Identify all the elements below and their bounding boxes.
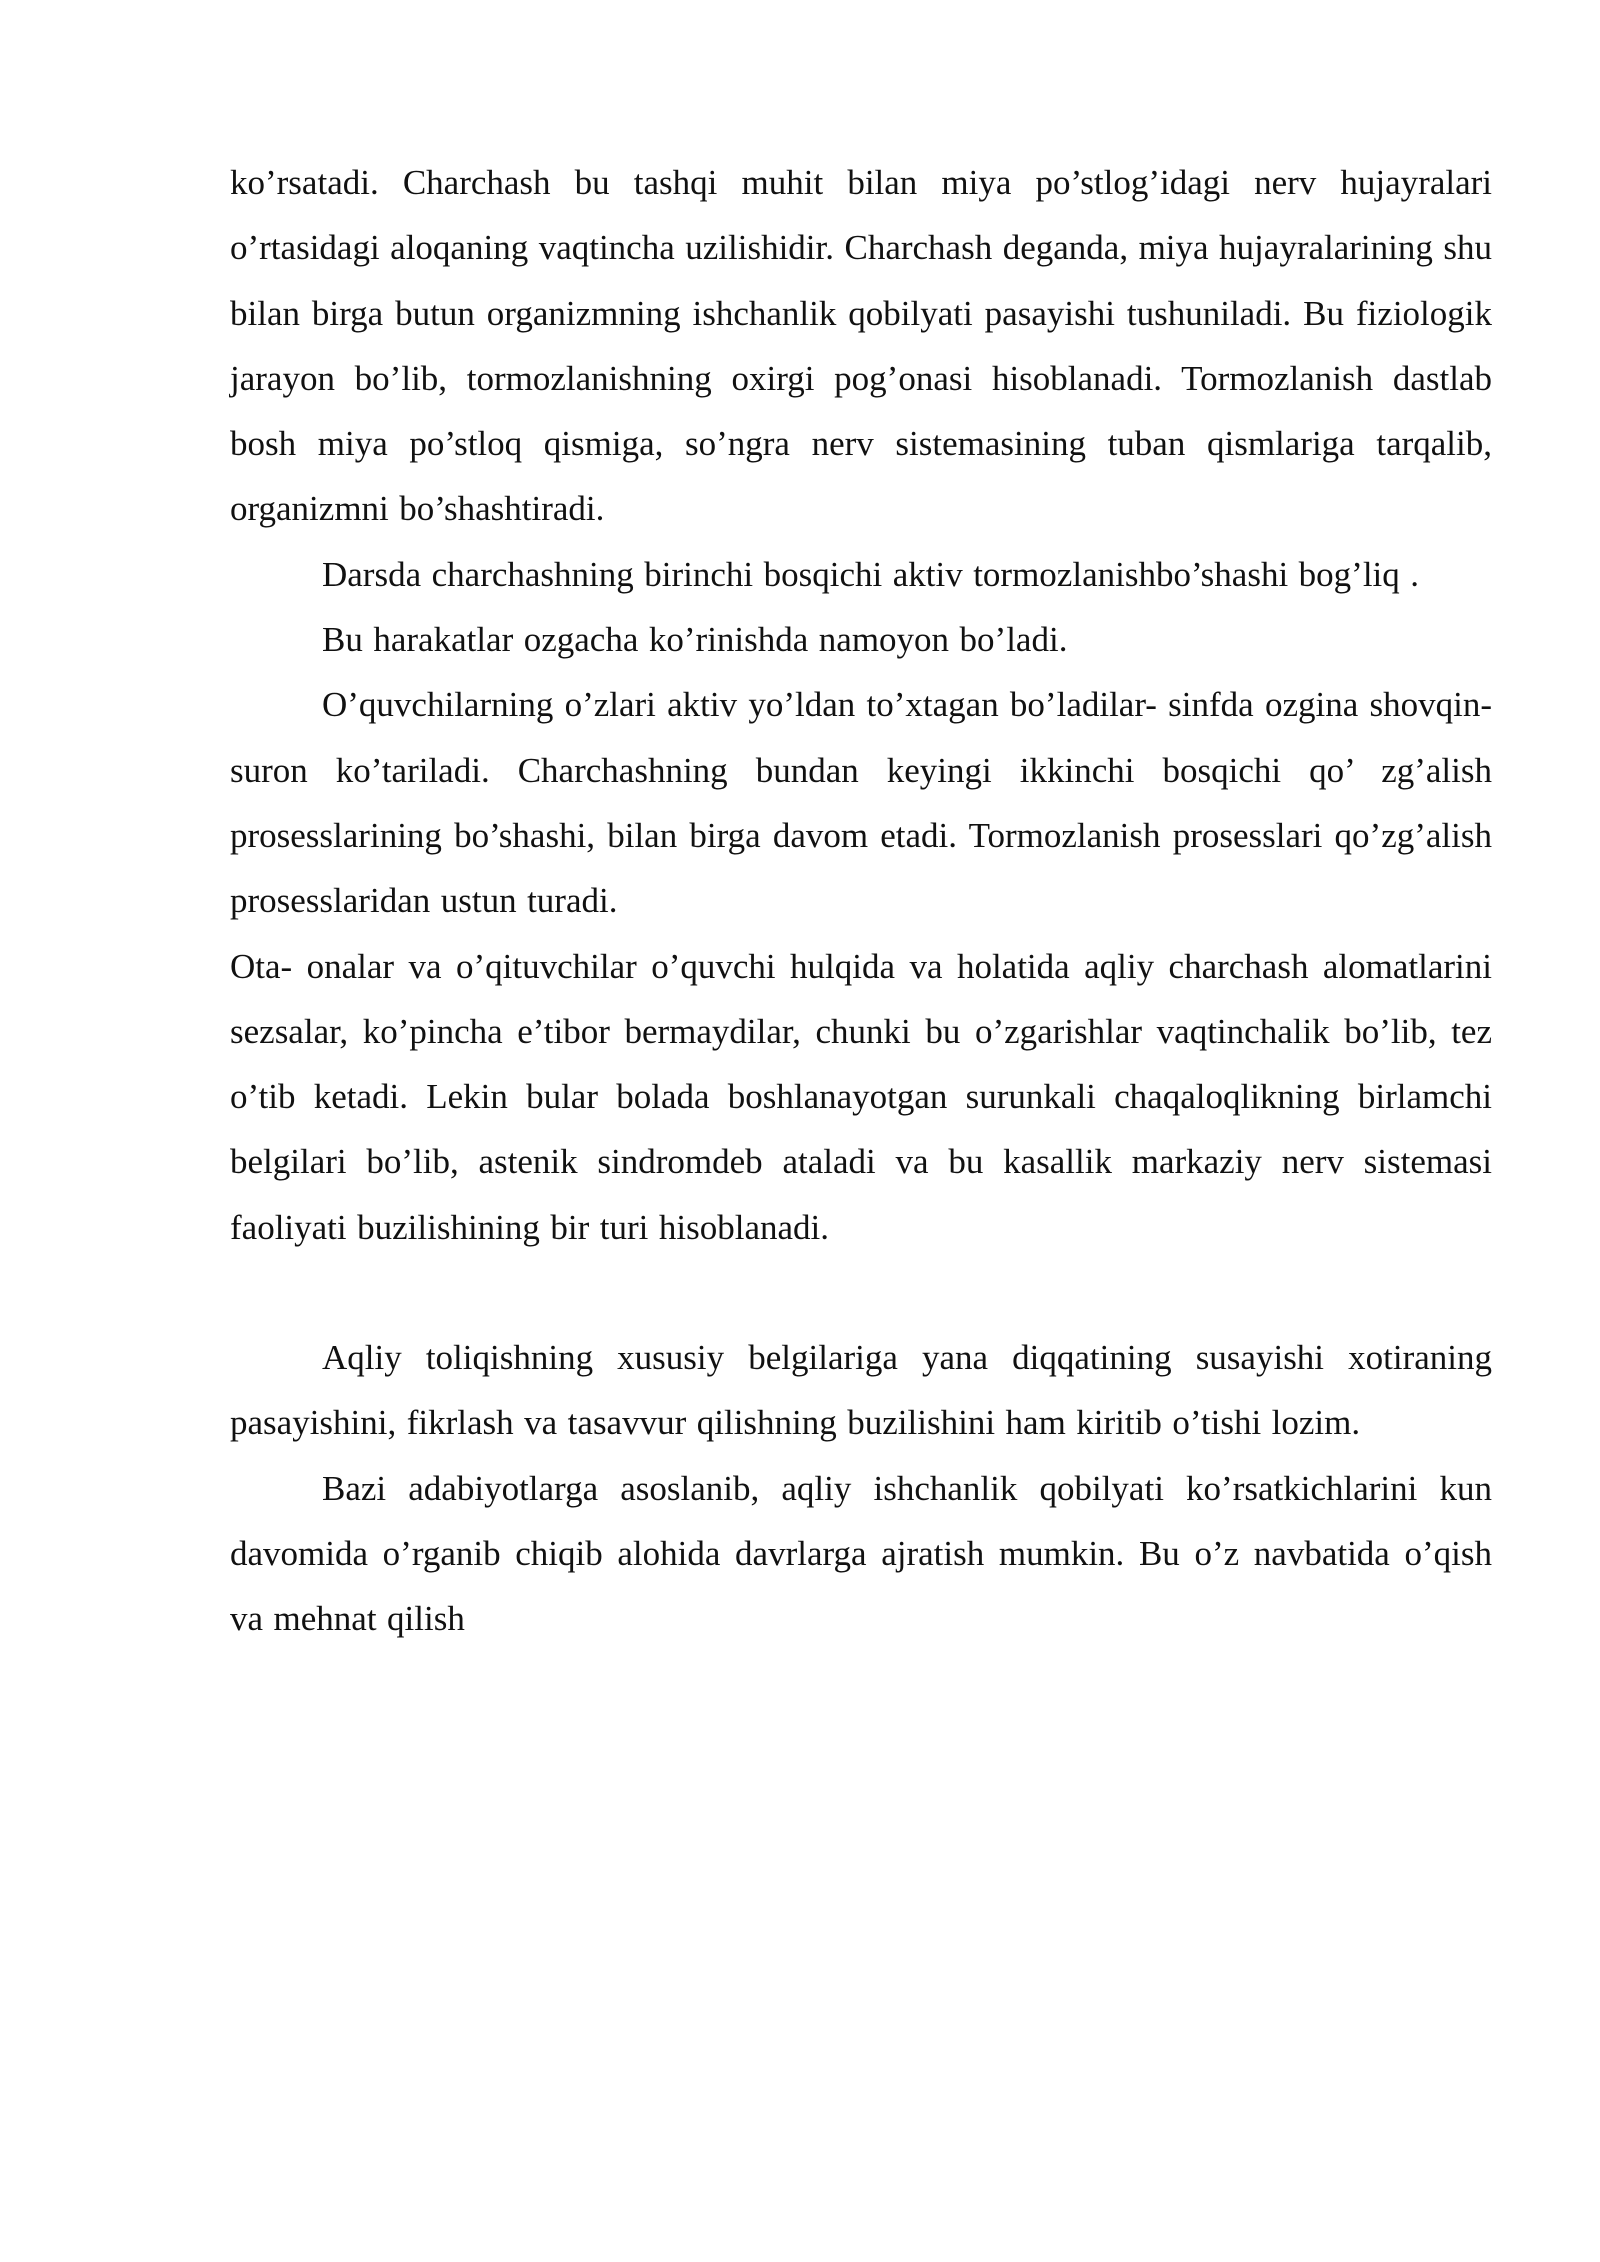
body-text [230, 150, 1492, 1652]
paragraph-gap [230, 1260, 1492, 1325]
paragraph-7: Bazi adabiyotlarga asoslanib, aqliy ishchanlik qobilyati ko’rsatkichlarini kun davomida o’rganib chiqib alohida davrlarga ajratish mumkin. Bu o’z navbatida o’qish va mehnat qilish [230, 1468, 1492, 1639]
paragraph-1: ko’rsatadi. Charchash bu tashqi muhit bilan miya po’stlog’idagi nerv hujayralari o’rtasidagi aloqaning vaqtincha uzilishidir. Charchash deganda, miya hujayralarining shu bilan birga butun organizmning ishchanlik qobilyati pasayishi tushuniladi. Bu fiziologik jarayon bo’lib, tormozlanishning oxirgi pog’onasi hisoblanadi. Tormozlanish dastlab bosh miya po’stloq qismiga, so’ngra nerv sistemasining tuban qismlariga tarqalib, organizmni bo’shashtiradi. [230, 163, 1492, 529]
paragraph-6: Aqliy toliqishning xususiy belgilariga yana diqqatining susayishi xotiraning pasayishini, fikrlash va tasavvur qilishning buzilishini ham kiritib o’tishi lozim. [230, 1338, 1492, 1443]
paragraph-2: Darsda charchashning birinchi bosqichi aktiv tormozlanishbo’shashi bog’liq . [322, 554, 1420, 594]
paragraph-3: Bu harakatlar ozgacha ko’rinishda namoyon bo’ladi. [322, 620, 1068, 660]
paragraph-4: O’quvchilarning o’zlari aktiv yo’ldan to’xtagan bo’ladilar- sinfda ozgina shovqin- suron ko’tariladi. Charchashning bundan keyingi ikkinchi bosqichi qo’ zg’alish prosesslarining bo’shashi, bilan birga davom etadi. Tormozlanish prosesslari qo’zg’alish prosesslaridan ustun turadi. [230, 685, 1492, 921]
paragraph-5: Ota- onalar va o’qituvchilar o’quvchi hulqida va holatida aqliy charchash alomatlarini sezsalar, ko’pincha e’tibor bermaydilar, chunki bu o’zgarishlar vaqtinchalik bo’lib, tez o’tib ketadi. Lekin bular bolada boshlanayotgan surunkali chaqaloqlikning birlamchi belgilari bo’lib, astenik sindromdeb ataladi va bu kasallik markaziy nerv sistemasi faoliyati buzilishining bir turi hisoblanadi. [230, 946, 1492, 1247]
